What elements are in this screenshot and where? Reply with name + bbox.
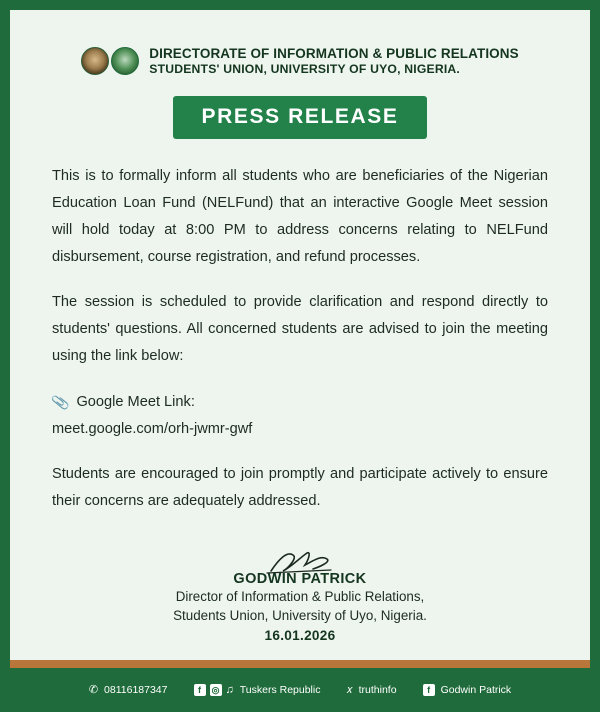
- page-title: PRESS RELEASE: [173, 96, 426, 139]
- footer-phone-number: 08116187347: [104, 684, 168, 696]
- poster-header: [52, 46, 548, 76]
- instagram-icon[interactable]: ◎: [210, 684, 222, 696]
- signer-role-line-1: Director of Information & Public Relations,: [175, 588, 425, 604]
- footer-accent-bar: [10, 660, 590, 668]
- body-paragraph-1: This is to formally inform all students who are beneficiaries of the Nigerian Education Loan Fund (NELFund) that an interactive Google Meet session will hold today at 8:00 PM to address concerns relating to NELFund disbursement, course registration, and refund processes.: [52, 167, 548, 265]
- signature-date: 16.01.2026: [264, 627, 336, 643]
- footer-handle-2: truthinfo: [358, 684, 397, 696]
- header-text: [149, 46, 519, 76]
- facebook-icon[interactable]: f: [423, 684, 435, 696]
- organization-subtitle: STUDENTS' UNION, UNIVERSITY OF UYO, NIGERIA.: [149, 61, 461, 76]
- footer-social-3[interactable]: [423, 684, 512, 696]
- body-paragraph-3: Students are encouraged to join promptly and participate actively to ensure their concerns are adequately addressed.: [52, 465, 548, 509]
- social-icon-group-1: [194, 684, 234, 696]
- twitter-x-icon[interactable]: 𝑥: [346, 683, 353, 696]
- footer-social-1[interactable]: [194, 684, 321, 696]
- body-paragraph-2: The session is scheduled to provide clarification and respond directly to students' questions. All concerned students are advised to join the meeting using the link below:: [52, 294, 548, 365]
- signer-role-line-2: Students Union, University of Uyo, Nigeria.: [173, 608, 427, 624]
- footer-handle-1: Tuskers Republic: [239, 684, 321, 696]
- signer-name: GODWIN PATRICK: [233, 570, 367, 587]
- meeting-link-block: [52, 389, 548, 442]
- meeting-link-label-row: [52, 389, 548, 415]
- meeting-link-url[interactable]: meet.google.com/orh-jwmr-gwf: [52, 420, 253, 437]
- organization-name: DIRECTORATE OF INFORMATION & PUBLIC RELATIONS: [149, 46, 519, 61]
- signature-block: [52, 549, 548, 643]
- poster-content: [10, 10, 590, 660]
- footer-bar: [10, 668, 590, 712]
- title-container: [52, 96, 548, 139]
- footer-handle-3: Godwin Patrick: [440, 684, 512, 696]
- uniuyo-crest-icon: [81, 47, 109, 75]
- paperclip-icon: 📎: [50, 392, 71, 412]
- crest-group: [81, 47, 139, 75]
- footer-social-2[interactable]: [346, 684, 396, 696]
- meeting-link-label: Google Meet Link:: [76, 394, 195, 411]
- facebook-icon[interactable]: f: [194, 684, 206, 696]
- students-union-crest-icon: [111, 47, 139, 75]
- release-body: [52, 163, 548, 515]
- footer-phone: [89, 684, 168, 696]
- phone-icon: ✆: [88, 683, 99, 696]
- tiktok-icon[interactable]: ♫: [225, 683, 234, 696]
